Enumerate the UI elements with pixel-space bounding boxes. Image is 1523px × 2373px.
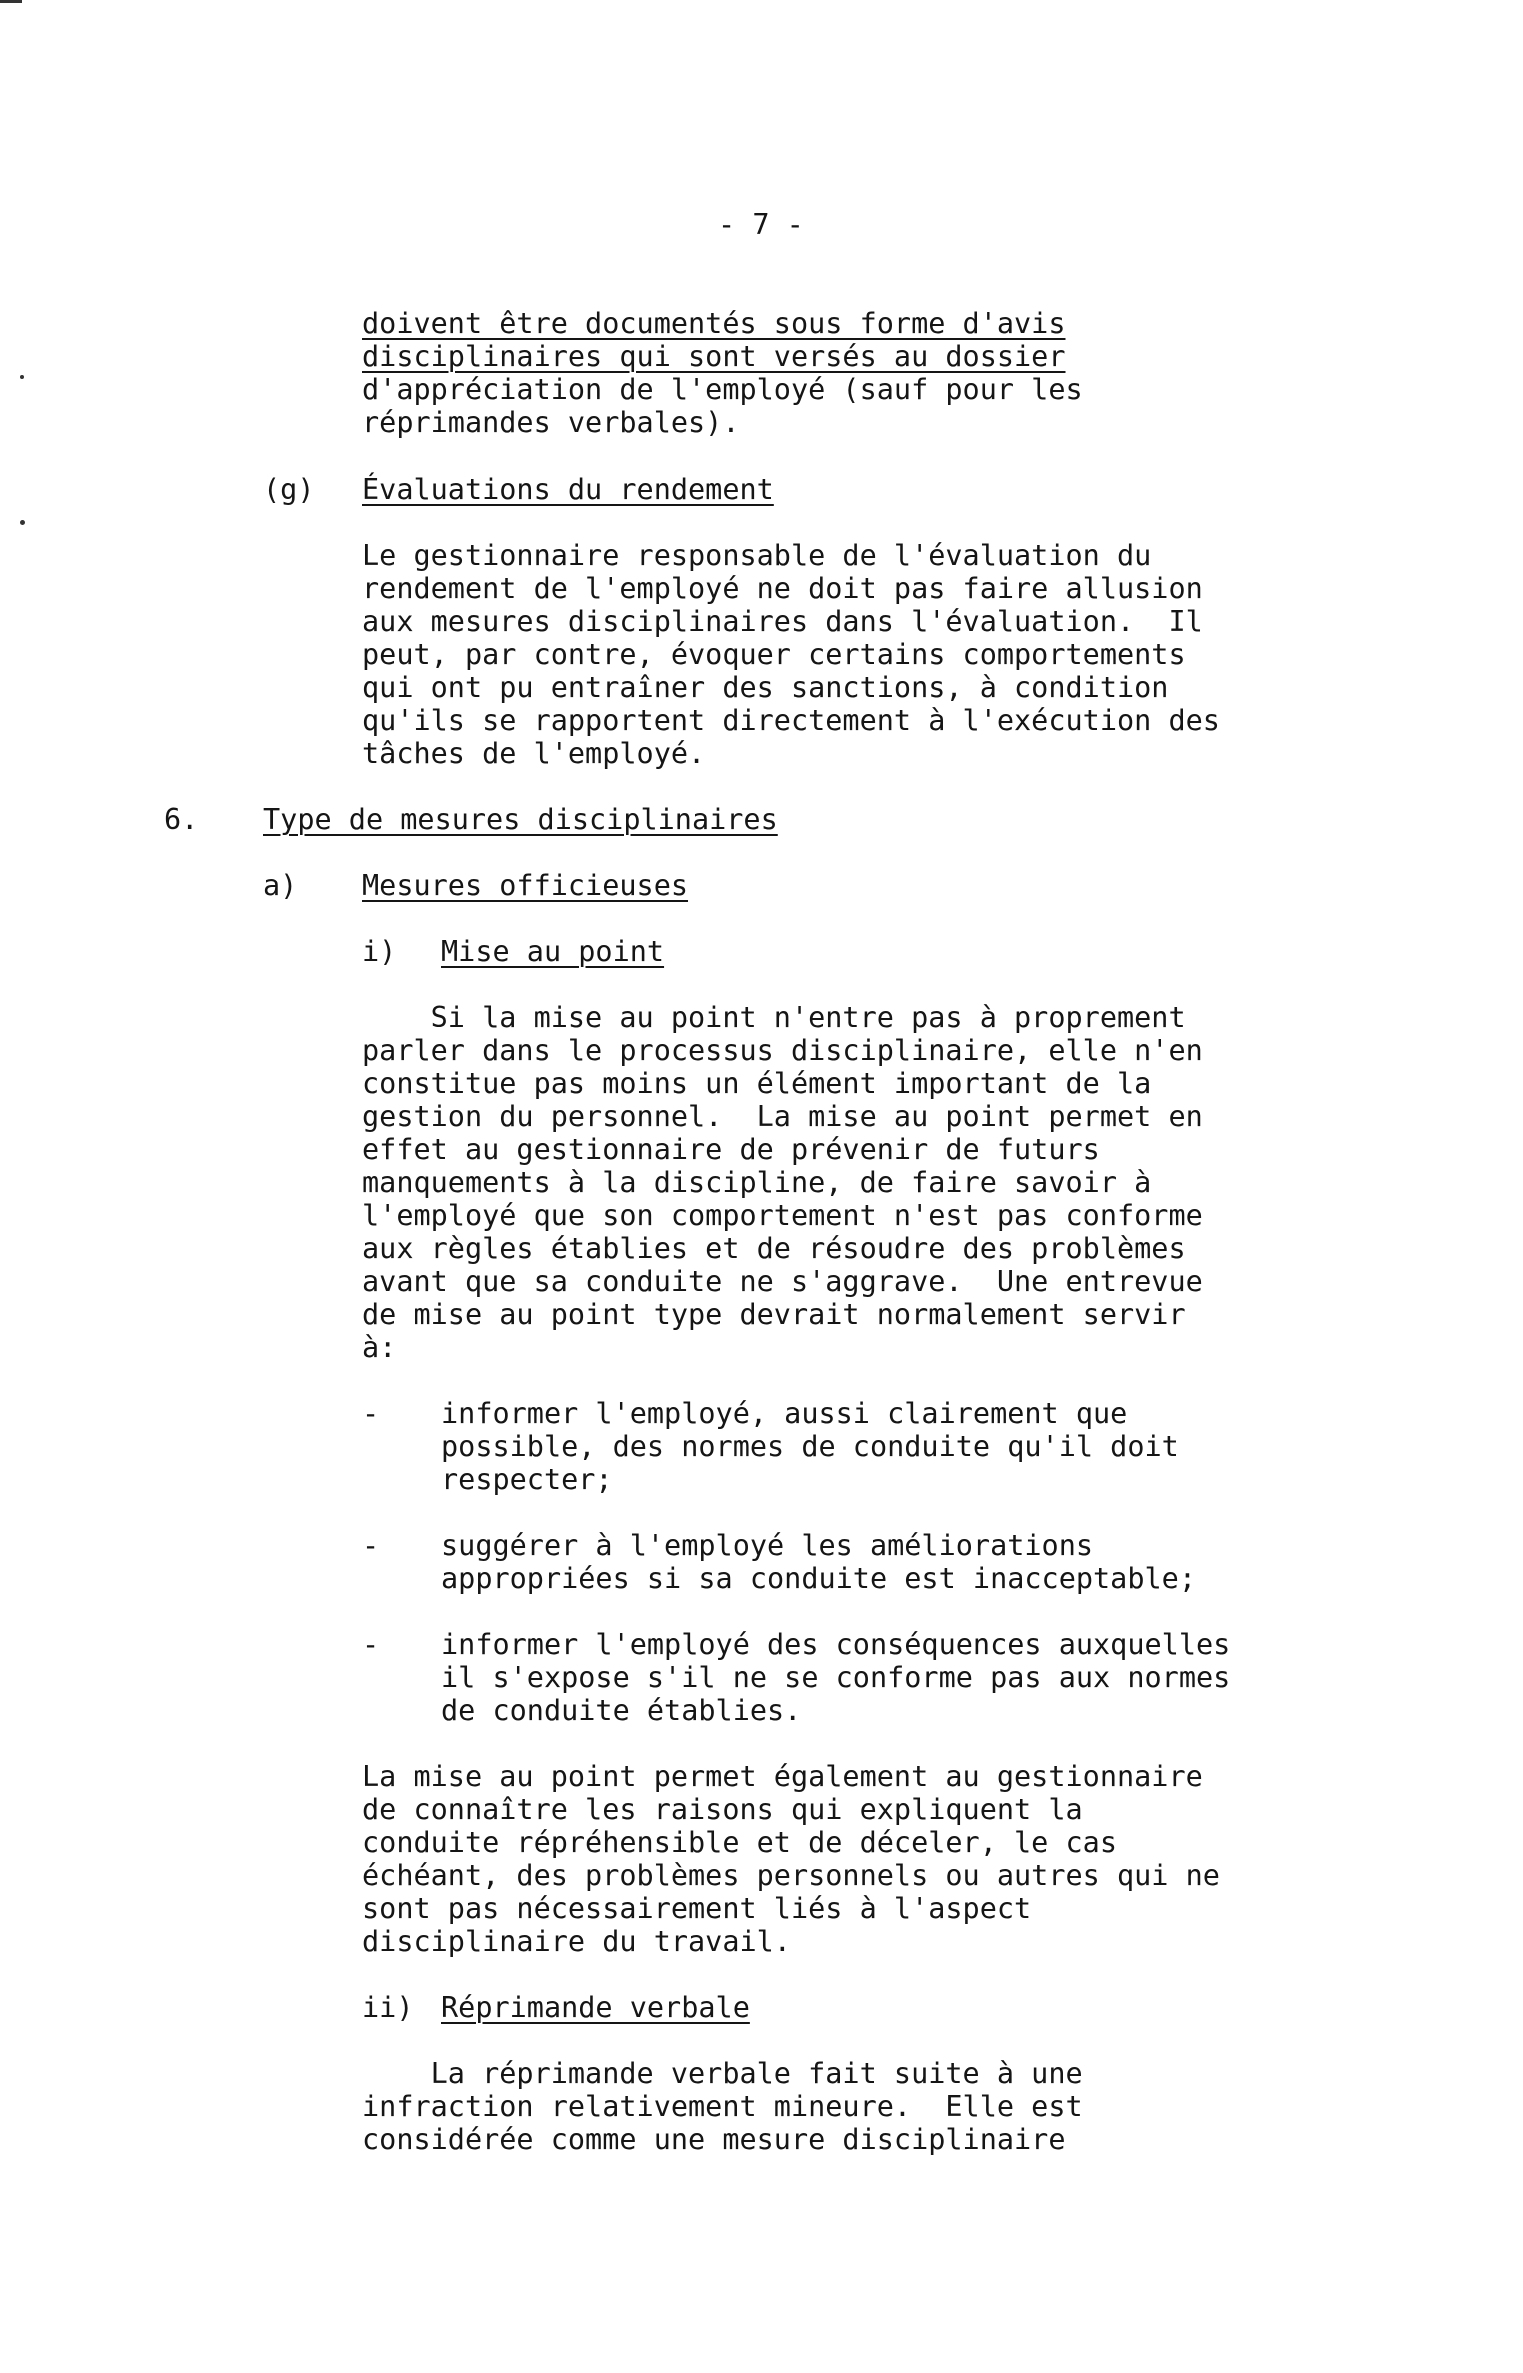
scan-mark-top-left — [0, 0, 22, 3]
section-g-line: qu'ils se rapportent directement à l'exécution des — [362, 704, 1220, 737]
paragraph-line: La mise au point permet également au gestionnaire — [362, 1760, 1203, 1793]
bullet-dash: - — [362, 1529, 380, 1562]
intro-line: doivent être documentés sous forme d'avis — [362, 307, 1066, 340]
paragraph-line: conduite répréhensible et de déceler, le cas — [362, 1826, 1117, 1859]
paragraph-line: sont pas nécessairement liés à l'aspect — [362, 1892, 1032, 1925]
bullet-line: il s'expose s'il ne se conforme pas aux normes — [441, 1661, 1231, 1694]
paragraph-line: aux règles établies et de résoudre des problèmes — [362, 1232, 1186, 1265]
intro-line: d'appréciation de l'employé (sauf pour les — [362, 373, 1083, 406]
paragraph-line: gestion du personnel. La mise au point permet en — [362, 1100, 1203, 1133]
intro-line: disciplinaires qui sont versés au dossier — [362, 340, 1066, 373]
section-g-line: tâches de l'employé. — [362, 737, 706, 770]
scan-mark-left-2 — [20, 520, 25, 525]
section-g-line: Le gestionnaire responsable de l'évaluation du — [362, 539, 1152, 572]
paragraph-line: Si la mise au point n'entre pas à proprement — [362, 1001, 1186, 1034]
paragraph-line: constitue pas moins un élément important de la — [362, 1067, 1152, 1100]
section-g-line: peut, par contre, évoquer certains comportements — [362, 638, 1186, 671]
paragraph-line: considérée comme une mesure disciplinaire — [362, 2123, 1066, 2156]
paragraph-line: disciplinaire du travail. — [362, 1925, 791, 1958]
subsection-a-label: a) — [263, 869, 298, 902]
section-g-label: (g) — [263, 473, 315, 506]
bullet-line: informer l'employé des conséquences auxquelles — [441, 1628, 1231, 1661]
subsection-i-heading: Mise au point — [441, 935, 665, 968]
paragraph-line: l'employé que son comportement n'est pas conforme — [362, 1199, 1203, 1232]
paragraph-line: échéant, des problèmes personnels ou autres qui ne — [362, 1859, 1220, 1892]
paragraph-line: avant que sa conduite ne s'aggrave. Une entrevue — [362, 1265, 1203, 1298]
section-g-line: qui ont pu entraîner des sanctions, à condition — [362, 671, 1169, 704]
section-g-line: rendement de l'employé ne doit pas faire allusion — [362, 572, 1203, 605]
section-6-heading: Type de mesures disciplinaires — [263, 803, 778, 836]
scan-mark-left-1 — [20, 375, 24, 379]
bullet-line: informer l'employé, aussi clairement que — [441, 1397, 1128, 1430]
paragraph-line: de mise au point type devrait normalement servir — [362, 1298, 1186, 1331]
subsection-a-heading: Mesures officieuses — [362, 869, 689, 902]
section-g-heading: Évaluations du rendement — [362, 473, 774, 506]
bullet-dash: - — [362, 1397, 380, 1430]
bullet-line: suggérer à l'employé les améliorations — [441, 1529, 1094, 1562]
section-6-number: 6. — [164, 803, 199, 836]
paragraph-line: à: — [362, 1331, 397, 1364]
bullet-line: possible, des normes de conduite qu'il doit — [441, 1430, 1179, 1463]
paragraph-line: manquements à la discipline, de faire savoir à — [362, 1166, 1152, 1199]
bullet-dash: - — [362, 1628, 380, 1661]
paragraph-line: parler dans le processus disciplinaire, elle n'en — [362, 1034, 1203, 1067]
bullet-line: de conduite établies. — [441, 1694, 802, 1727]
intro-line: réprimandes verbales). — [362, 406, 740, 439]
paragraph-line: infraction relativement mineure. Elle est — [362, 2090, 1083, 2123]
subsection-i-label: i) — [362, 935, 397, 968]
section-g-line: aux mesures disciplinaires dans l'évaluation. Il — [362, 605, 1203, 638]
page-number: - 7 - — [718, 208, 804, 241]
bullet-line: appropriées si sa conduite est inacceptable; — [441, 1562, 1196, 1595]
subsection-ii-heading: Réprimande verbale — [441, 1991, 750, 2024]
subsection-ii-label: ii) — [362, 1991, 414, 2024]
paragraph-line: La réprimande verbale fait suite à une — [362, 2057, 1083, 2090]
paragraph-line: de connaître les raisons qui expliquent la — [362, 1793, 1083, 1826]
paragraph-line: effet au gestionnaire de prévenir de futurs — [362, 1133, 1100, 1166]
bullet-line: respecter; — [441, 1463, 613, 1496]
